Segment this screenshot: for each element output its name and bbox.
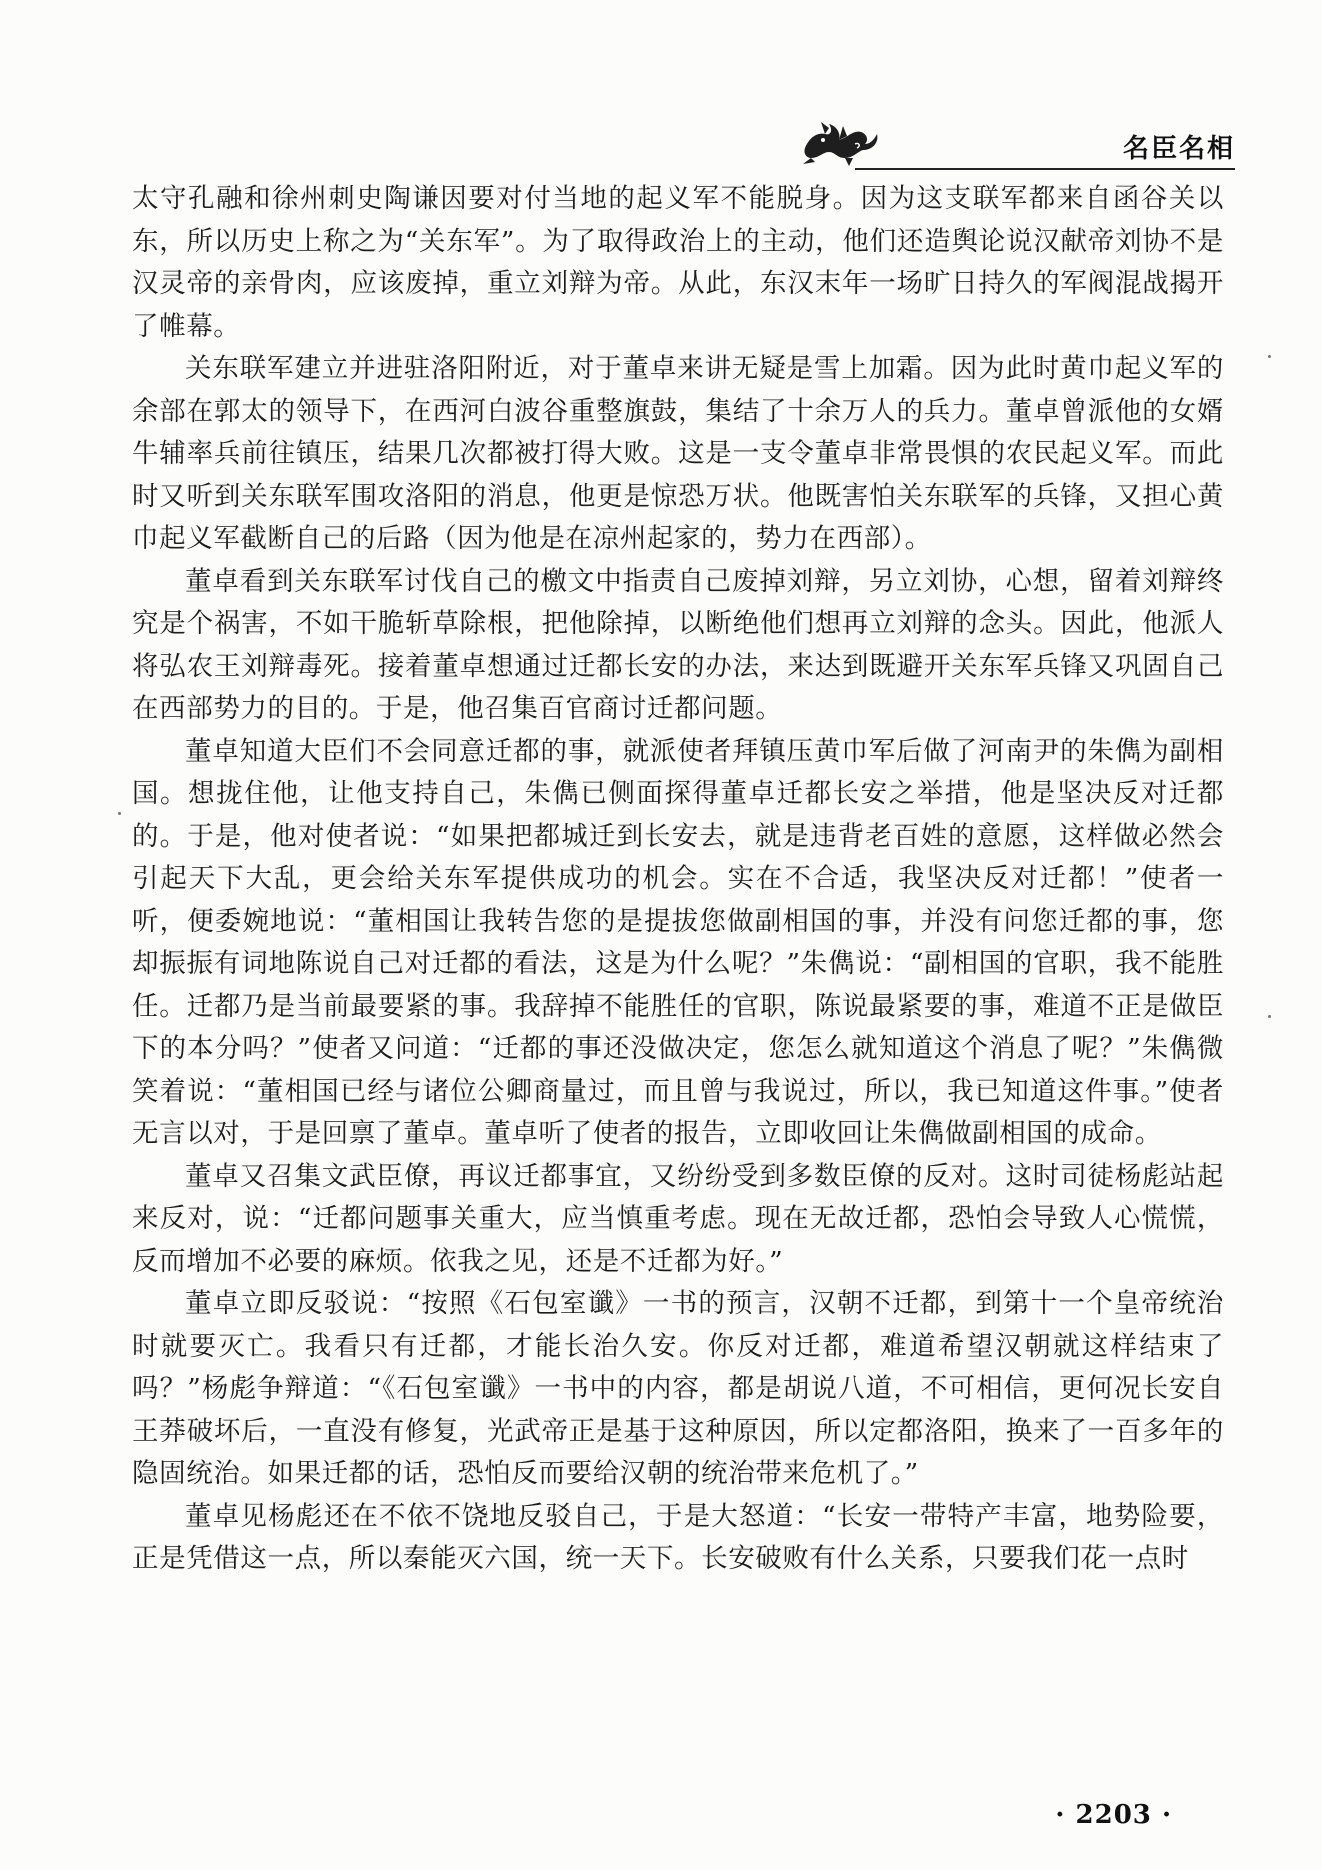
running-header (795, 108, 1235, 170)
paragraph: 董卓立即反驳说：“按照《石包室谶》一书的预言，汉朝不迁都，到第十一个皇帝统治时就要灭亡。我看只有迁都，才能长治久安。你反对迁都，难道希望汉朝就这样结束了吗？”杨彪争辩道：“《石包室谶》一书中的内容，都是胡说八道，不可相信，更何况长安自王莽破坏后，一直没有修复，光武帝正是基于这种原因，所以定都洛阳，换来了一百多年的隐固统治。如果迁都的话，恐怕反而要给汉朝的统治带来危机了。” (132, 1288, 1224, 1489)
scan-speck (118, 812, 121, 815)
body-text (132, 178, 1224, 1581)
paragraph: 太守孔融和徐州刺史陶谦因要对付当地的起义军不能脱身。因为这支联军都来自函谷关以东，所以历史上称之为“关东军”。为了取得政治上的主动，他们还造舆论说汉献帝刘协不是汉灵帝的亲骨肉，应该废掉，重立刘辩为帝。从此，东汉末年一场旷日持久的军阀混战揭开了帷幕。 (132, 183, 1224, 342)
page-number: · 2203 · (1055, 1800, 1172, 1830)
paragraph: 董卓知道大臣们不会同意迁都的事，就派使者拜镇压黄巾军后做了河南尹的朱儁为副相国。想拢住他，让他支持自己，朱儁已侧面探得董卓迁都长安之举措，他是坚决反对迁都的。于是，他对使者说：“如果把都城迁到长安去，就是违背老百姓的意愿，这样做必然会引起天下大乱，更会给关东军提供成功的机会。实在不合适，我坚决反对迁都！”使者一听，便委婉地说：“董相国让我转告您的是提拔您做副相国的事，并没有问您迁都的事，您却振振有词地陈说自己对迁都的看法，这是为什么呢？”朱儁说：“副相国的官职，我不能胜任。迁都乃是当前最要紧的事。我辞掉不能胜任的官职，陈说最紧要的事，难道不正是做臣下的本分吗？”使者又问道：“迁都的事还没做决定，您怎么就知道这个消息了呢？”朱儁微笑着说：“董相国已经与诸位公卿商量过，而且曾与我说过，所以，我已知道这件事。”使者无言以对，于是回禀了董卓。董卓听了使者的报告，立即收回让朱儁做副相国的成命。 (132, 735, 1224, 1149)
header-rule (855, 168, 1235, 170)
paragraph: 关东联军建立并进驻洛阳附近，对于董卓来讲无疑是雪上加霜。因为此时黄巾起义军的余部在郭太的领导下，在西河白波谷重整旗鼓，集结了十余万人的兵力。董卓曾派他的女婿牛辅率兵前往镇压，结果几次都被打得大败。这是一支令董卓非常畏惧的农民起义军。而此时又听到关东联军围攻洛阳的消息，他更是惊恐万状。他既害怕关东联军的兵锋，又担心黄巾起义军截断自己的后路（因为他是在凉州起家的，势力在西部）。 (132, 353, 1224, 554)
paragraph: 董卓见杨彪还在不依不饶地反驳自己，于是大怒道：“长安一带特产丰富，地势险要，正是凭借这一点，所以秦能灭六国，统一天下。长安破败有什么关系，只要我们花一点时 (132, 1500, 1224, 1574)
paragraph: 董卓又召集文武臣僚，再议迁都事宜，又纷纷受到多数臣僚的反对。这时司徒杨彪站起来反对，说：“迁都问题事关重大，应当慎重考虑。现在无故迁都，恐怕会导致人心慌慌，反而增加不必要的麻烦。依我之见，还是不迁都为好。” (132, 1160, 1224, 1277)
scan-speck (1268, 1015, 1271, 1018)
dragon-icon (795, 108, 885, 168)
scan-speck (1268, 355, 1271, 358)
paragraph: 董卓看到关东联军讨伐自己的檄文中指责自己废掉刘辩，另立刘协，心想，留着刘辩终究是个祸害，不如干脆斩草除根，把他除掉，以断绝他们想再立刘辩的念头。因此，他派人将弘农王刘辩毒死。接着董卓想通过迁都长安的办法，来达到既避开关东军兵锋又巩固自己在西部势力的目的。于是，他召集百官商讨迁都问题。 (132, 565, 1224, 724)
header-title: 名臣名相 (1122, 134, 1235, 164)
